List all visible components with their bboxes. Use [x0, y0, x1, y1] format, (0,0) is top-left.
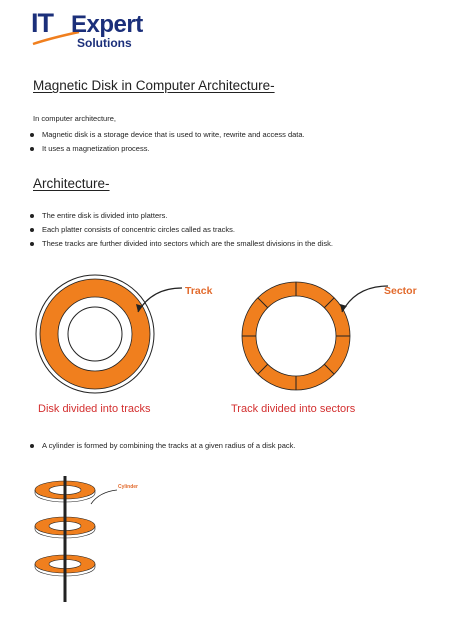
disk-inner-circle — [68, 307, 122, 361]
bullet-list-intro — [28, 130, 305, 158]
cylinder-label: Cylinder — [118, 484, 139, 490]
list-item: Magnetic disk is a storage device that is used to write, rewrite and access data. — [28, 130, 305, 144]
list-item: It uses a magnetization process. — [28, 144, 305, 158]
disk-tracks-diagram — [30, 272, 190, 402]
logo-text-expert: Expert — [71, 11, 143, 38]
intro-paragraph: In computer architecture, — [33, 114, 116, 123]
company-logo — [31, 8, 143, 50]
sector-label: Sector — [384, 285, 417, 297]
sector-pointer-arrow — [342, 286, 388, 312]
cylinder-diagram — [25, 474, 175, 604]
caption-disk-tracks: Disk divided into tracks — [38, 403, 151, 415]
bullet-list-cylinder — [28, 441, 295, 455]
list-item: Each platter consists of concentric circles called as tracks. — [28, 225, 333, 239]
track-label: Track — [185, 285, 213, 297]
list-item: The entire disk is divided into platters. — [28, 211, 333, 225]
sector-ring-inner-edge — [256, 296, 336, 376]
logo-text-it: IT — [31, 8, 53, 38]
list-item: A cylinder is formed by combining the tracks at a given radius of a disk pack. — [28, 441, 295, 455]
logo-text-solutions: Solutions — [77, 36, 132, 50]
heading-magnetic-disk: Magnetic Disk in Computer Architecture- — [33, 78, 275, 93]
bullet-list-architecture — [28, 211, 333, 253]
caption-track-sectors: Track divided into sectors — [231, 403, 356, 415]
heading-architecture: Architecture- — [33, 176, 110, 191]
list-item: These tracks are further divided into sectors which are the smallest divisions in the disk. — [28, 239, 333, 253]
